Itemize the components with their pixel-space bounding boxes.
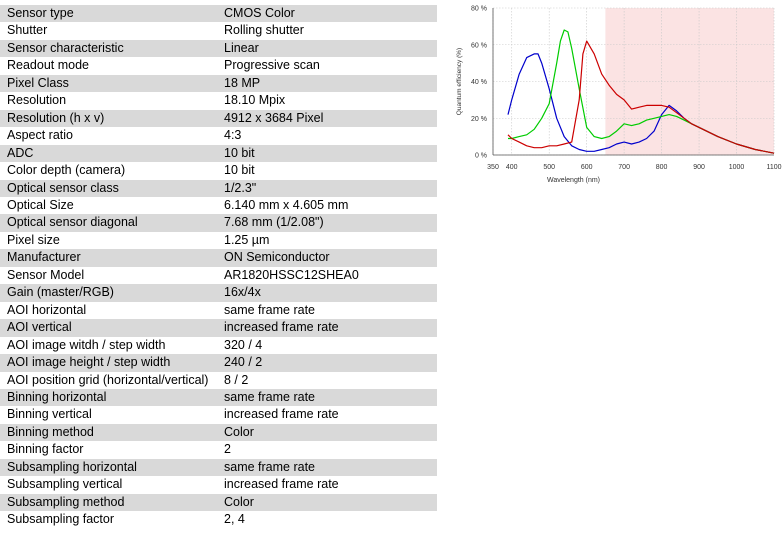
spec-row <box>0 127 437 144</box>
spec-row <box>0 162 437 179</box>
spec-value: 320 / 4 <box>217 337 437 354</box>
spec-label: Subsampling horizontal <box>0 459 217 476</box>
x-tick-label: 800 <box>655 164 668 171</box>
spec-value: 8 / 2 <box>217 372 437 389</box>
spec-label: Manufacturer <box>0 249 217 266</box>
spec-row <box>0 424 437 441</box>
spec-value: CMOS Color <box>217 5 437 22</box>
spec-value: 18 MP <box>217 75 437 92</box>
spec-row <box>0 337 437 354</box>
x-tick-label: 400 <box>505 164 518 171</box>
spec-row <box>0 197 437 214</box>
x-tick-label: 700 <box>618 164 630 171</box>
spec-row <box>0 145 437 162</box>
spec-row <box>0 214 437 231</box>
spec-value: Linear <box>217 40 437 57</box>
x-tick-label: 350 <box>487 164 499 171</box>
x-tick-label: 500 <box>543 164 556 171</box>
spec-row <box>0 57 437 74</box>
spec-value: 7.68 mm (1/2.08") <box>217 214 437 231</box>
spec-label: AOI image witdh / step width <box>0 337 217 354</box>
y-tick-label: 0 % <box>474 152 487 160</box>
spec-label: Binning method <box>0 424 217 441</box>
spec-label: Sensor Model <box>0 267 217 284</box>
spec-row <box>0 22 437 39</box>
spec-value: same frame rate <box>217 459 437 476</box>
y-tick-label: 40 % <box>471 79 487 86</box>
spec-value: 4:3 <box>217 127 437 144</box>
spec-label: Shutter <box>0 22 217 39</box>
spec-row <box>0 267 437 284</box>
spec-row <box>0 40 437 57</box>
spec-row <box>0 494 437 511</box>
spec-value: Progressive scan <box>217 57 437 74</box>
spec-row <box>0 249 437 266</box>
spec-row <box>0 5 437 22</box>
spec-label: Sensor characteristic <box>0 40 217 57</box>
spec-row <box>0 180 437 197</box>
spec-label: Color depth (camera) <box>0 162 217 179</box>
spec-label: Binning vertical <box>0 406 217 423</box>
sensor-spec-table <box>0 5 437 529</box>
spec-label: Optical sensor class <box>0 180 217 197</box>
spec-value: Rolling shutter <box>217 22 437 39</box>
quantum-efficiency-chart <box>448 0 784 195</box>
spec-value: Color <box>217 424 437 441</box>
spec-label: Pixel Class <box>0 75 217 92</box>
spec-value: 1.25 µm <box>217 232 437 249</box>
spec-row <box>0 354 437 371</box>
spec-label: Resolution (h x v) <box>0 110 217 127</box>
spec-row <box>0 232 437 249</box>
spec-value: 10 bit <box>217 162 437 179</box>
spec-value: 6.140 mm x 4.605 mm <box>217 197 437 214</box>
spec-row <box>0 284 437 301</box>
y-tick-label: 80 % <box>471 5 487 13</box>
spec-value: AR1820HSSC12SHEA0 <box>217 267 437 284</box>
spec-label: Gain (master/RGB) <box>0 284 217 301</box>
spec-row <box>0 372 437 389</box>
x-tick-label: 600 <box>580 164 593 171</box>
spec-value: same frame rate <box>217 389 437 406</box>
spec-label: Subsampling factor <box>0 511 217 528</box>
spec-label: Subsampling vertical <box>0 476 217 493</box>
spec-label: Aspect ratio <box>0 127 217 144</box>
spec-label: Resolution <box>0 92 217 109</box>
spec-row <box>0 302 437 319</box>
spec-row <box>0 92 437 109</box>
spec-value: 18.10 Mpix <box>217 92 437 109</box>
spec-value: increased frame rate <box>217 476 437 493</box>
spec-value: Color <box>217 494 437 511</box>
x-tick-label: 1100 <box>766 164 782 171</box>
x-tick-label: 1000 <box>728 164 745 171</box>
y-tick-label: 20 % <box>471 115 487 123</box>
spec-row <box>0 75 437 92</box>
spec-value: ON Semiconductor <box>217 249 437 266</box>
spec-row <box>0 441 437 458</box>
spec-value: increased frame rate <box>217 319 437 336</box>
spec-label: Readout mode <box>0 57 217 74</box>
spec-value: 4912 x 3684 Pixel <box>217 110 437 127</box>
spec-label: Pixel size <box>0 232 217 249</box>
x-axis-label: Wavelength (nm) <box>546 177 601 184</box>
spec-label: Sensor type <box>0 5 217 22</box>
spec-value: 2 <box>217 441 437 458</box>
spec-label: Binning factor <box>0 441 217 458</box>
spec-value: 1/2.3" <box>217 180 437 197</box>
spec-label: AOI horizontal <box>0 302 217 319</box>
spec-value: increased frame rate <box>217 406 437 423</box>
spec-row <box>0 110 437 127</box>
spec-label: AOI image height / step width <box>0 354 217 371</box>
spec-value: same frame rate <box>217 302 437 319</box>
spec-row <box>0 406 437 423</box>
spec-value: 240 / 2 <box>217 354 437 371</box>
spec-label: ADC <box>0 145 217 162</box>
spec-table-body <box>0 5 437 529</box>
spec-label: Binning horizontal <box>0 389 217 406</box>
spec-label: Optical sensor diagonal <box>0 214 217 231</box>
spec-value: 10 bit <box>217 145 437 162</box>
spec-value: 16x/4x <box>217 284 437 301</box>
spec-row <box>0 476 437 493</box>
spec-row <box>0 511 437 528</box>
spec-label: Subsampling method <box>0 494 217 511</box>
x-tick-label: 900 <box>693 164 705 171</box>
spec-row <box>0 459 437 476</box>
spec-label: AOI vertical <box>0 319 217 336</box>
spec-value: 2, 4 <box>217 511 437 528</box>
spec-label: Optical Size <box>0 197 217 214</box>
spec-label: AOI position grid (horizontal/vertical) <box>0 372 217 389</box>
spec-row <box>0 319 437 336</box>
y-axis-label: Quantum efficiency (%) <box>456 47 463 116</box>
y-tick-label: 60 % <box>471 42 487 50</box>
spec-row <box>0 389 437 406</box>
